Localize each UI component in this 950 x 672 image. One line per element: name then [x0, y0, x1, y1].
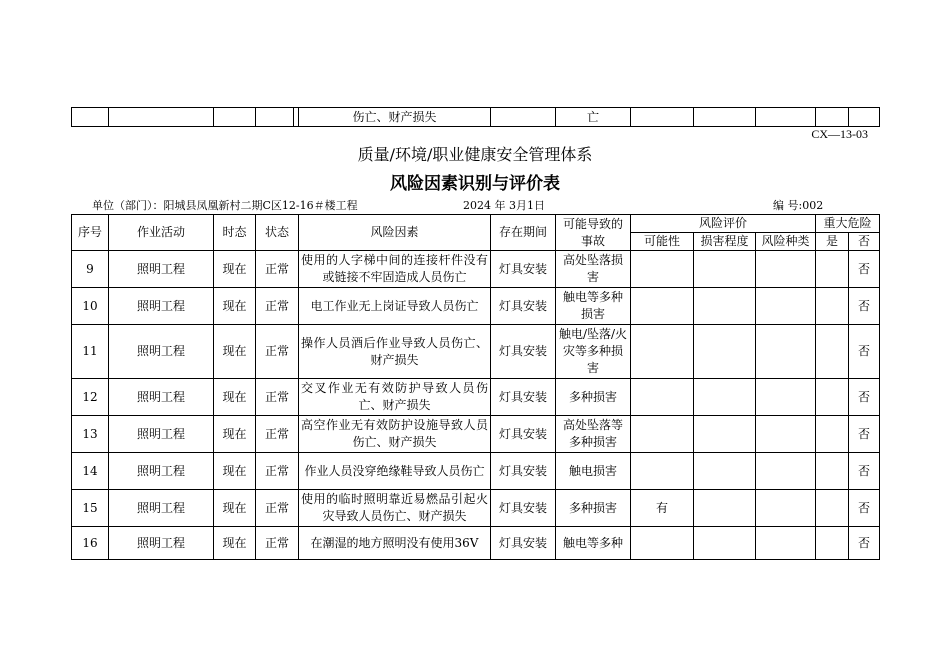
cell-tense: 现在	[214, 416, 256, 453]
cell-state: 正常	[256, 453, 299, 490]
cell-state: 正常	[256, 416, 299, 453]
cell-activity: 照明工程	[109, 379, 214, 416]
unit-info: 单位（部门）：阳城县凤凰新村二期C区12-16＃楼工程	[92, 199, 358, 212]
header-risk-type: 风险种类	[756, 233, 816, 251]
cell-severity	[694, 288, 756, 325]
cell-risk-type	[756, 527, 816, 560]
remnant-cell	[256, 108, 294, 127]
cell-tense: 现在	[214, 251, 256, 288]
cell-yes	[816, 379, 849, 416]
cell-seq: 11	[72, 325, 109, 379]
cell-accident: 多种损害	[556, 490, 631, 527]
cell-yes	[816, 527, 849, 560]
table-row	[72, 251, 880, 288]
cell-accident: 高处坠落损害	[556, 251, 631, 288]
cell-factor: 电工作业无上岗证导致人员伤亡	[299, 288, 491, 325]
cell-factor: 交叉作业无有效防护导致人员伤亡、财产损失	[299, 379, 491, 416]
cell-activity: 照明工程	[109, 490, 214, 527]
cell-activity: 照明工程	[109, 453, 214, 490]
cell-no: 否	[849, 453, 880, 490]
remnant-cell	[491, 108, 556, 127]
cell-state: 正常	[256, 325, 299, 379]
cell-factor: 使用的临时照明靠近易燃品引起火灾导致人员伤亡、财产损失	[299, 490, 491, 527]
remnant-row	[72, 108, 880, 127]
cell-severity	[694, 490, 756, 527]
cell-seq: 9	[72, 251, 109, 288]
cell-risk-type	[756, 288, 816, 325]
header-factor: 风险因素	[299, 215, 491, 251]
cell-accident: 高处坠落等多种损害	[556, 416, 631, 453]
remnant-cell	[109, 108, 214, 127]
remnant-cell	[631, 108, 694, 127]
cell-risk-type	[756, 416, 816, 453]
cell-period: 灯具安装	[491, 527, 556, 560]
cell-tense: 现在	[214, 325, 256, 379]
cell-factor: 作业人员没穿绝缘鞋导致人员伤亡	[299, 453, 491, 490]
cell-no: 否	[849, 251, 880, 288]
remnant-cell	[694, 108, 756, 127]
cell-yes	[816, 288, 849, 325]
cell-state: 正常	[256, 527, 299, 560]
cell-accident: 多种损害	[556, 379, 631, 416]
cell-no: 否	[849, 288, 880, 325]
cell-risk-type	[756, 379, 816, 416]
cell-period: 灯具安装	[491, 288, 556, 325]
cell-state: 正常	[256, 288, 299, 325]
cell-accident: 触电/坠落/火灾等多种损害	[556, 325, 631, 379]
cell-risk-type	[756, 325, 816, 379]
cell-period: 灯具安装	[491, 453, 556, 490]
cell-accident: 触电等多种损害	[556, 288, 631, 325]
cell-period: 灯具安装	[491, 490, 556, 527]
cell-tense: 现在	[214, 490, 256, 527]
header-evaluation: 风险评价	[631, 215, 816, 233]
cell-period: 灯具安装	[491, 325, 556, 379]
cell-yes	[816, 416, 849, 453]
cell-no: 否	[849, 527, 880, 560]
cell-no: 否	[849, 490, 880, 527]
risk-rows	[72, 251, 880, 560]
cell-possibility	[631, 527, 694, 560]
cell-period: 灯具安装	[491, 379, 556, 416]
table-row	[72, 527, 880, 560]
cell-severity	[694, 325, 756, 379]
cell-factor: 在潮湿的地方照明没有使用36V	[299, 527, 491, 560]
cell-tense: 现在	[214, 527, 256, 560]
cell-period: 灯具安装	[491, 251, 556, 288]
cell-state: 正常	[256, 490, 299, 527]
cell-period: 灯具安装	[491, 416, 556, 453]
cell-yes	[816, 453, 849, 490]
cell-severity	[694, 251, 756, 288]
header-severity: 损害程度	[694, 233, 756, 251]
cell-seq: 14	[72, 453, 109, 490]
cell-yes	[816, 490, 849, 527]
cell-possibility: 有	[631, 490, 694, 527]
cell-seq: 10	[72, 288, 109, 325]
page-title: 风险因素识别与评价表	[390, 174, 560, 194]
cell-risk-type	[756, 251, 816, 288]
risk-table	[71, 214, 880, 560]
cell-activity: 照明工程	[109, 416, 214, 453]
table-row	[72, 288, 880, 325]
remnant-cell	[816, 108, 849, 127]
table-row	[72, 490, 880, 527]
table-row	[72, 416, 880, 453]
cell-severity	[694, 527, 756, 560]
remnant-cell: 亡	[556, 108, 631, 127]
table-row	[72, 325, 880, 379]
remnant-cell	[849, 108, 880, 127]
cell-no: 否	[849, 379, 880, 416]
system-title: 质量/环境/职业健康安全管理体系	[357, 145, 593, 164]
cell-factor: 使用的人字梯中间的连接杆件没有或链接不牢固造成人员伤亡	[299, 251, 491, 288]
table-row	[72, 379, 880, 416]
remnant-cell	[72, 108, 109, 127]
remnant-cell: 伤亡、财产损失	[299, 108, 491, 127]
cell-seq: 16	[72, 527, 109, 560]
cell-activity: 照明工程	[109, 288, 214, 325]
cell-seq: 13	[72, 416, 109, 453]
cell-possibility	[631, 453, 694, 490]
cell-severity	[694, 453, 756, 490]
cell-tense: 现在	[214, 379, 256, 416]
cell-possibility	[631, 416, 694, 453]
table-row	[72, 453, 880, 490]
cell-tense: 现在	[214, 288, 256, 325]
cell-factor: 操作人员酒后作业导致人员伤亡、财产损失	[299, 325, 491, 379]
cell-yes	[816, 325, 849, 379]
cell-accident: 触电损害	[556, 453, 631, 490]
date-info: 2024 年 3月1日	[463, 199, 545, 212]
cell-activity: 照明工程	[109, 527, 214, 560]
header-tense: 时态	[214, 215, 256, 251]
header-period: 存在期间	[491, 215, 556, 251]
cell-possibility	[631, 325, 694, 379]
cell-tense: 现在	[214, 453, 256, 490]
cell-risk-type	[756, 453, 816, 490]
cell-risk-type	[756, 490, 816, 527]
header-possibility: 可能性	[631, 233, 694, 251]
header-activity: 作业活动	[109, 215, 214, 251]
remnant-cell	[756, 108, 816, 127]
cell-possibility	[631, 379, 694, 416]
cell-severity	[694, 416, 756, 453]
cell-seq: 12	[72, 379, 109, 416]
number-info: 编 号:002	[773, 199, 824, 212]
header-major: 重大危险	[816, 215, 880, 233]
cell-no: 否	[849, 325, 880, 379]
cell-activity: 照明工程	[109, 325, 214, 379]
cell-no: 否	[849, 416, 880, 453]
header-yes: 是	[816, 233, 849, 251]
document-code: CX—13-03	[811, 127, 868, 141]
cell-factor: 高空作业无有效防护设施导致人员伤亡、财产损失	[299, 416, 491, 453]
cell-activity: 照明工程	[109, 251, 214, 288]
header-state: 状态	[256, 215, 299, 251]
cell-severity	[694, 379, 756, 416]
cell-possibility	[631, 251, 694, 288]
cell-seq: 15	[72, 490, 109, 527]
previous-page-remnant-table	[71, 107, 880, 127]
cell-accident: 触电等多种	[556, 527, 631, 560]
remnant-cell	[214, 108, 256, 127]
header-accident: 可能导致的事故	[556, 215, 631, 251]
header-no: 否	[849, 233, 880, 251]
cell-possibility	[631, 288, 694, 325]
cell-state: 正常	[256, 379, 299, 416]
cell-yes	[816, 251, 849, 288]
cell-state: 正常	[256, 251, 299, 288]
header-seq: 序号	[72, 215, 109, 251]
